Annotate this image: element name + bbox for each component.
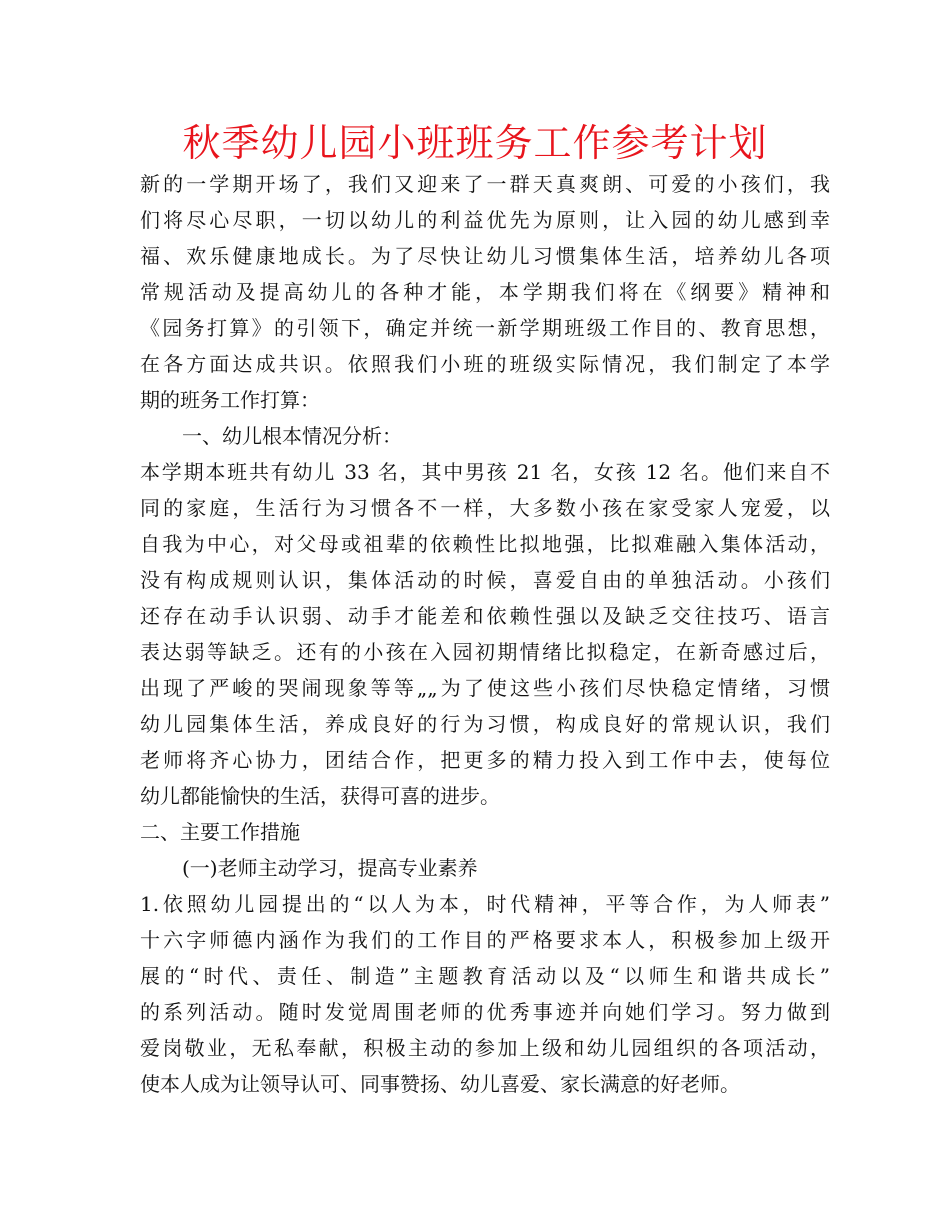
text-line: 《园务打算》的引领下，确定并统一新学期班级工作目的、教育思想， bbox=[140, 316, 830, 340]
text-line: 爱岗敬业，无私奉献，积极主动的参加上级和幼儿园组织的各项活动， bbox=[140, 1036, 830, 1060]
text-line: 新的一学期开场了，我们又迎来了一群天真爽朗、可爱的小孩们，我 bbox=[140, 172, 830, 196]
text-line: 展的“时代、责任、制造”主题教育活动以及“以师生和谐共成长” bbox=[140, 964, 830, 988]
text-line: 自我为中心，对父母或祖辈的依赖性比拟地强，比拟难融入集体活动， bbox=[140, 532, 830, 556]
text-line: 还存在动手认识弱、动手才能差和依赖性强以及缺乏交往技巧、语言 bbox=[140, 604, 830, 628]
document-body bbox=[140, 166, 830, 1102]
text-line: 二、主要工作措施 bbox=[140, 820, 300, 844]
text-line: 幼儿园集体生活，养成良好的行为习惯，构成良好的常规认识，我们 bbox=[140, 712, 830, 736]
text-line: 幼儿都能愉快的生活，获得可喜的进步。 bbox=[140, 784, 500, 808]
text-line: 1.依照幼儿园提出的“以人为本，时代精神，平等合作，为人师表” bbox=[140, 892, 830, 916]
text-line: 十六字师德内涵作为我们的工作目的严格要求本人，积极参加上级开 bbox=[140, 928, 830, 952]
document-title: 秋季幼儿园小班班务工作参考计划 bbox=[182, 121, 768, 165]
text-line: 出现了严峻的哭闹现象等等„„为了使这些小孩们尽快稳定情绪，习惯 bbox=[140, 676, 830, 700]
text-line: 期的班务工作打算： bbox=[140, 388, 320, 412]
text-line: 老师将齐心协力，团结合作，把更多的精力投入到工作中去，使每位 bbox=[140, 748, 830, 772]
text-line: 使本人成为让领导认可、同事赞扬、幼儿喜爱、家长满意的好老师。 bbox=[140, 1072, 740, 1096]
text-line: 没有构成规则认识，集体活动的时候，喜爱自由的单独活动。小孩们 bbox=[140, 568, 830, 592]
text-line: 本学期本班共有幼儿 33 名，其中男孩 21 名，女孩 12 名。他们来自不 bbox=[140, 460, 830, 484]
text-line: 的系列活动。随时发觉周围老师的优秀事迹并向她们学习。努力做到 bbox=[140, 1000, 830, 1024]
text-line: 们将尽心尽职，一切以幼儿的利益优先为原则，让入园的幼儿感到幸 bbox=[140, 208, 830, 232]
text-line: 常规活动及提高幼儿的各种才能，本学期我们将在《纲要》精神和 bbox=[140, 280, 830, 304]
text-line: 同的家庭，生活行为习惯各不一样，大多数小孩在家受家人宠爱，以 bbox=[140, 496, 830, 520]
text-line: 表达弱等缺乏。还有的小孩在入园初期情绪比拟稳定，在新奇感过后， bbox=[140, 640, 830, 664]
text-line: (一)老师主动学习，提高专业素养 bbox=[182, 856, 478, 880]
text-line: 福、欢乐健康地成长。为了尽快让幼儿习惯集体生活，培养幼儿各项 bbox=[140, 244, 830, 268]
text-line: 一、幼儿根本情况分析： bbox=[182, 424, 402, 448]
text-line: 在各方面达成共识。依照我们小班的班级实际情况，我们制定了本学 bbox=[140, 352, 830, 376]
